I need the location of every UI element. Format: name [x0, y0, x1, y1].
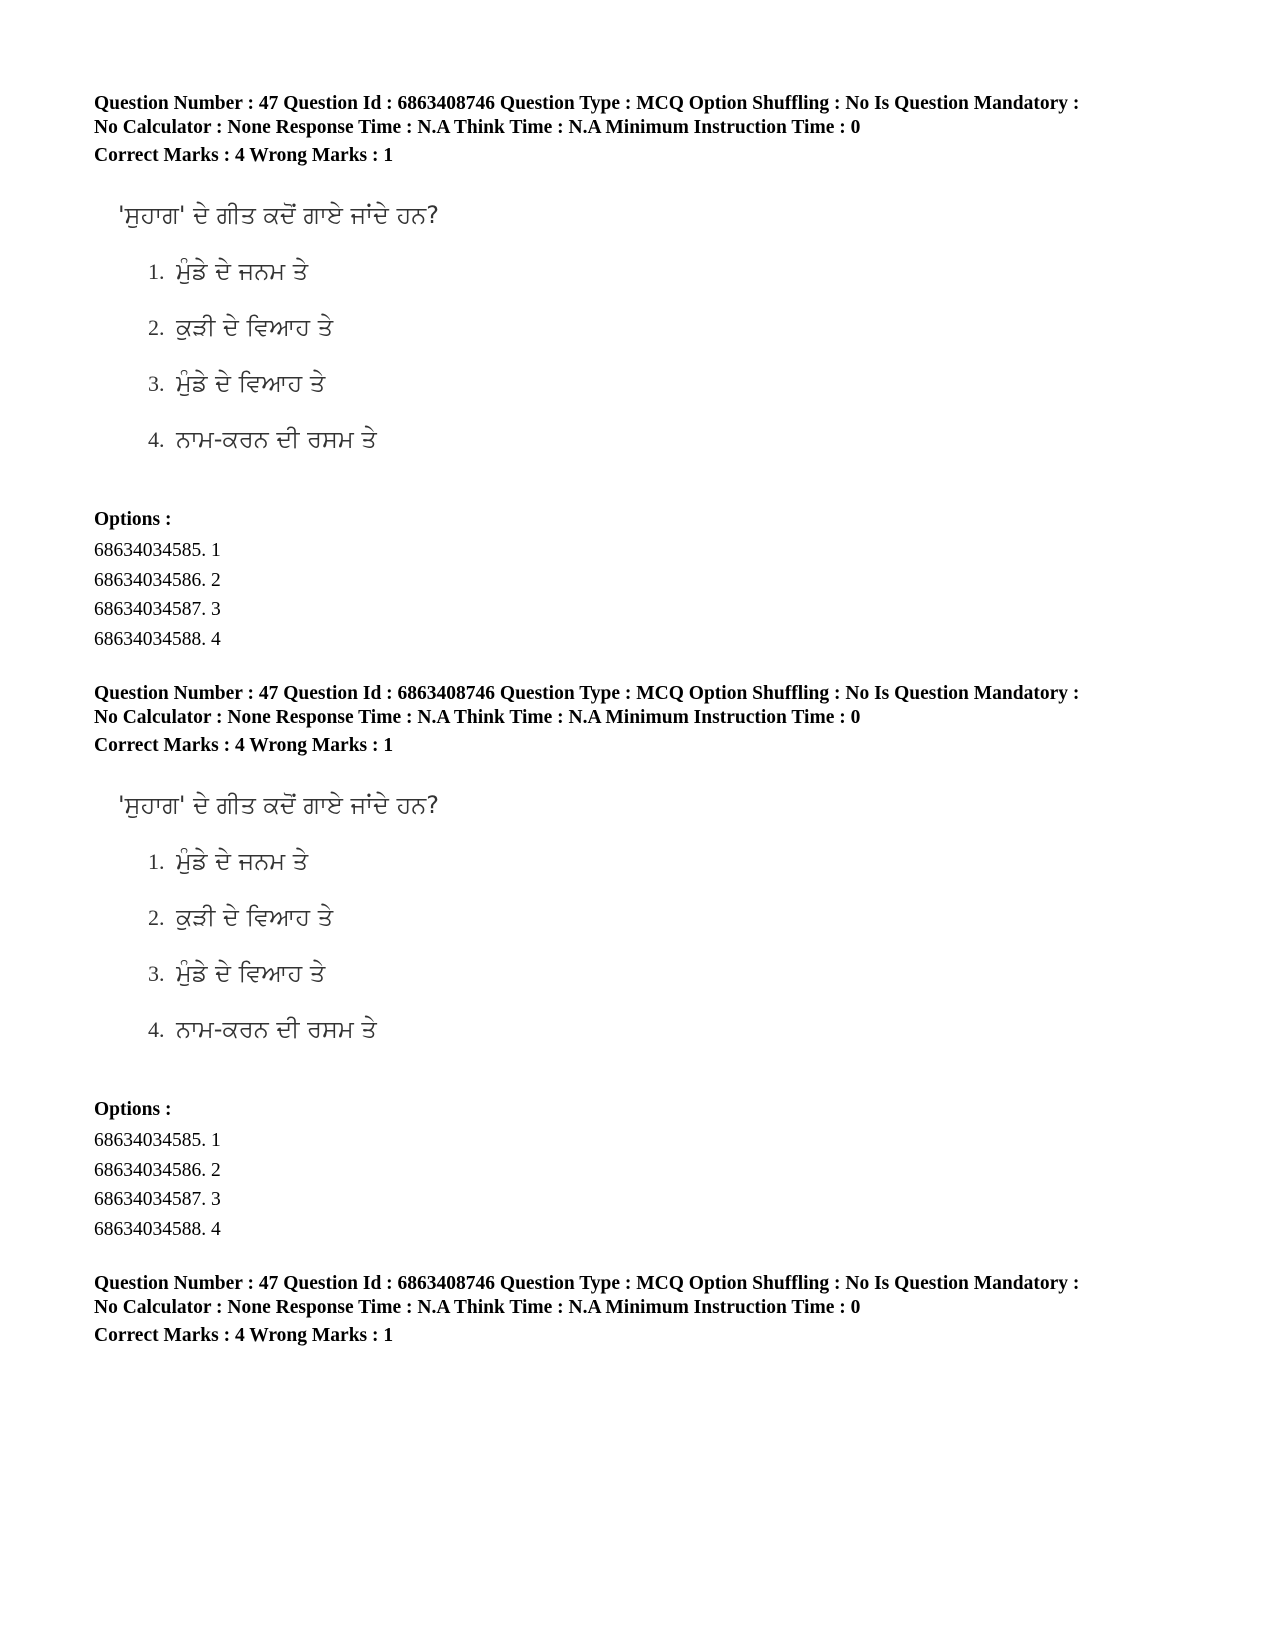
- question-meta-line2: No Calculator : None Response Time : N.A Think Time : N.A Minimum Instruction Time : 0: [94, 707, 861, 728]
- option-row: 68634034585. 1: [94, 1130, 221, 1151]
- choice-text: ਮੁੰਡੇ ਦੇ ਵਿਆਹ ਤੇ: [176, 959, 326, 987]
- choice-text: ਮੁੰਡੇ ਦੇ ਜਨਮ ਤੇ: [176, 847, 309, 875]
- question-meta-line1: Question Number : 47 Question Id : 6863408746 Question Type : MCQ Option Shuffling : No Is Question Mandatory :: [94, 683, 1080, 704]
- question-meta-line2: No Calculator : None Response Time : N.A Think Time : N.A Minimum Instruction Time : 0: [94, 1297, 861, 1318]
- options-list: [94, 1126, 1194, 1244]
- question-block-2: [94, 682, 1194, 1244]
- option-row: 68634034587. 3: [94, 599, 221, 620]
- options-label: Options :: [94, 509, 172, 530]
- option-row: 68634034586. 2: [94, 1159, 221, 1181]
- question-meta-line1: Question Number : 47 Question Id : 6863408746 Question Type : MCQ Option Shuffling : No Is Question Mandatory :: [94, 93, 1080, 114]
- question-meta-line2: No Calculator : None Response Time : N.A Think Time : N.A Minimum Instruction Time : 0: [94, 117, 861, 138]
- question-marks: Correct Marks : 4 Wrong Marks : 1: [94, 1325, 394, 1346]
- question-choice-2: [148, 312, 333, 343]
- choice-number: 1.: [148, 849, 165, 874]
- choice-text: ਮੁੰਡੇ ਦੇ ਵਿਆਹ ਤੇ: [176, 369, 326, 397]
- choice-number: 1.: [148, 259, 165, 284]
- option-row: 68634034588. 4: [94, 1218, 221, 1240]
- choice-number: 2.: [148, 315, 165, 340]
- question-marks: Correct Marks : 4 Wrong Marks : 1: [94, 145, 394, 166]
- option-row: 68634034586. 2: [94, 569, 221, 591]
- question-meta-line1: Question Number : 47 Question Id : 6863408746 Question Type : MCQ Option Shuffling : No Is Question Mandatory :: [94, 1273, 1080, 1294]
- choice-number: 2.: [148, 905, 165, 930]
- question-image: [94, 188, 1194, 508]
- choice-text: ਮੁੰਡੇ ਦੇ ਜਨਮ ਤੇ: [176, 257, 309, 285]
- question-choice-4: [148, 424, 377, 455]
- choice-number: 3.: [148, 371, 165, 396]
- choice-number: 4.: [148, 427, 165, 452]
- option-row: 68634034587. 3: [94, 1189, 221, 1210]
- question-choice-4: [148, 1014, 377, 1045]
- choice-number: 3.: [148, 961, 165, 986]
- choice-text: ਕੁੜੀ ਦੇ ਵਿਆਹ ਤੇ: [176, 903, 334, 931]
- choice-text: ਕੁੜੀ ਦੇ ਵਿਆਹ ਤੇ: [176, 313, 334, 341]
- question-text: 'ਸੁਹਾਗ' ਦੇ ਗੀਤ ਕਦੋਂ ਗਾਏ ਜਾਂਦੇ ਹਨ?: [118, 791, 440, 819]
- question-choice-3: [148, 368, 325, 399]
- question-choice-2: [148, 902, 333, 933]
- question-text: 'ਸੁਹਾਗ' ਦੇ ਗੀਤ ਕਦੋਂ ਗਾਏ ਜਾਂਦੇ ਹਨ?: [118, 201, 440, 229]
- choice-text: ਨਾਮ-ਕਰਨ ਦੀ ਰਸਮ ਤੇ: [176, 1015, 377, 1043]
- question-marks: Correct Marks : 4 Wrong Marks : 1: [94, 735, 394, 756]
- question-block-3: [94, 1272, 1194, 1348]
- option-row: 68634034585. 1: [94, 540, 221, 561]
- question-choice-1: [148, 846, 308, 877]
- question-block-1: [94, 92, 1194, 654]
- choice-number: 4.: [148, 1017, 165, 1042]
- question-choice-1: [148, 256, 308, 287]
- question-image: [94, 778, 1194, 1098]
- options-label: Options :: [94, 1099, 172, 1120]
- option-row: 68634034588. 4: [94, 628, 221, 650]
- options-list: [94, 536, 1194, 654]
- choice-text: ਨਾਮ-ਕਰਨ ਦੀ ਰਸਮ ਤੇ: [176, 425, 377, 453]
- question-choice-3: [148, 958, 325, 989]
